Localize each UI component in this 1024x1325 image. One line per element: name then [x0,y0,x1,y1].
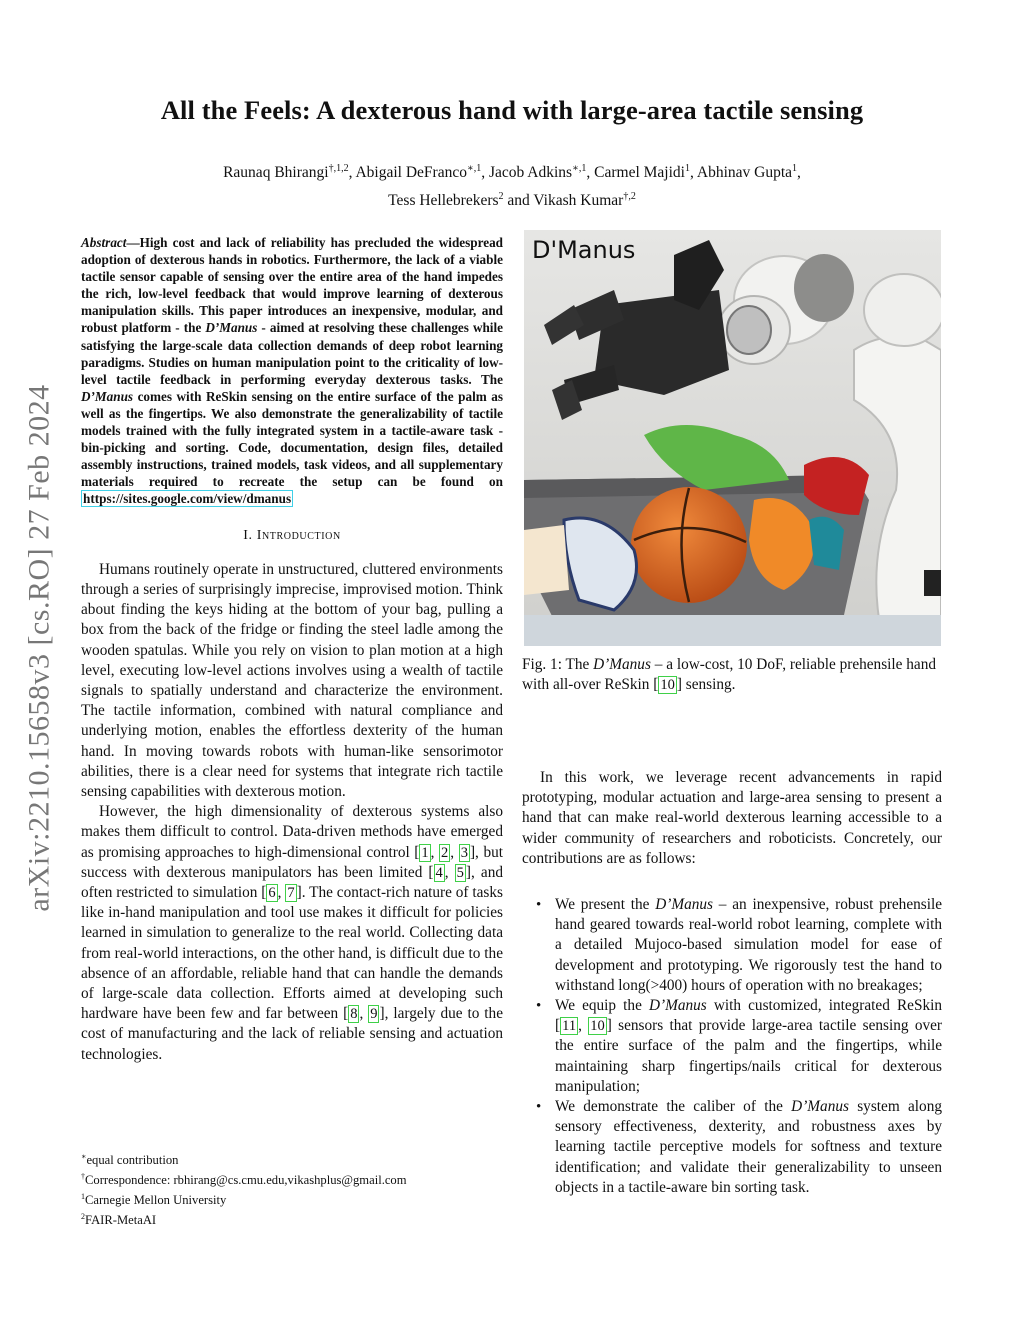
author-conjunction: and [507,192,530,210]
author-affiliation: †,1,2 [328,163,349,174]
footnote-mark: 2 [81,1211,85,1221]
abstract-label: Abstract [81,235,127,250]
list-text: with customized, integrated ReSkin [ [555,997,942,1035]
arxiv-stamp [20,350,60,945]
bullet-icon: • [536,897,542,913]
intro-paragraph-1: Humans routinely operate in unstructured, cluttered environments through a series of surprisingly imprecise, improvised motion. Think about finding the keys hiding at the bottom of your bag, pulling a box from the back of the fridge or finding the steel ladle among the wooden spatulas. While you rely on vision to plan motion at a high level, executing low-level actions involves using a wealth of tactile signals to spatially understand and characterize the environment. The tactile information, combined with natural compliance and underlying motion, enables the effortless dexterity of the human hand. In moving towards robots with human-like sensorimotor abilities, there is a clear need for systems that integrate rich tactile sensing capabilities with dexterous motion. [81,560,503,800]
author-name: Jacob Adkins [489,164,573,182]
intro-paragraph-2: However, the high dimensionality of dexterous systems also makes them difficult to control. Data-driven methods have emerged as promising approaches to high-dimensional control [ 1 , 2 , 3 ], but success with dexterous manipulators has been limited [ 4 , 5 ], and often restricted to simulation [ 6 , 7 ]. The contact-rich nature of tasks like in-hand manipulation and tool use makes it difficult for policies learned in simulation to generalize to the real world. Collecting data from real-world interactions, on the other hand, is difficult due to the absence of an affordable, reliable hand that can handle the demands of large-scale data collection. Efforts aimed at developing such hardware have been few and far between [ 8 , 9 ], largely due to the cost of manufacturing and the lack of reliable sensing and actuation technologies. [81,803,503,1063]
author-affiliation: ∗,1 [572,163,587,174]
contributions-list [522,895,942,1198]
author-affiliation: 1 [684,163,690,174]
bullet-icon: • [536,1099,542,1116]
paragraph-text: ], largely due to the cost of manufacturing and the lack of reliable sensing and actuation technologies. [81,1005,503,1063]
citation-link[interactable]: 11 [562,1018,577,1035]
footnote [81,1149,501,1169]
arm-joint-cap [794,254,854,322]
dmanus-name: D’Manus [648,997,707,1015]
figure-overlay-label: D'Manus [532,236,636,264]
dmanus-name: D’Manus [81,388,134,404]
list-item [522,1097,942,1198]
author-list: Raunaq Bhirangi$^{\dagger,1,2}$, Abigail DeFranco$^{∗,1}$, Jacob Adkins$^{∗,1}$, Carmel Majidi$^1$, Abhinav Gupta$^1$, Tess Hellebrekers$^2$ and Vikash Kumar$^{\dagger,2}$ [223,163,801,210]
author-name: Abhinav Gupta [696,164,793,182]
caption-text: Fig. 1: The [522,656,594,673]
dmanus-name: D’Manus [205,320,258,336]
footnote-text: FAIR-MetaAI [85,1213,157,1228]
dmanus-name: D’Manus [655,896,714,913]
section-heading [81,526,503,546]
abstract [81,234,503,508]
arxiv-id: arXiv:2210.15658v3 [cs.RO] 27 Feb 2024 [23,383,57,912]
dmanus-name: D’Manus [593,656,651,673]
paragraph-text: However, the high dimensionality of dexterous systems also makes them difficult to control. Data-driven methods have emerged as promising approaches to high-dimensional control [ [81,803,503,861]
footnote-mark: 1 [81,1191,85,1201]
arm-joint [864,274,941,346]
caption-text: ] sensing. [676,676,736,694]
footnote-text: Correspondence: rbhirang@cs.cmu.edu,vikashplus@gmail.com [85,1173,407,1188]
left-column [81,234,503,1065]
author-affiliation: †,2 [623,191,636,203]
citation-link[interactable]: 3 [460,844,468,861]
author-name: Carmel Majidi [594,164,685,182]
footnotes [81,1149,501,1229]
citation-link[interactable]: 5 [456,864,464,881]
paragraph-text: ], and often restricted to simulation [ [81,863,503,901]
citation-link[interactable]: 8 [350,1006,358,1023]
list-text: We equip the [555,997,649,1015]
white-toy [524,525,569,595]
basketball [631,487,747,603]
table-surface [524,615,941,646]
bullet-icon: • [536,998,542,1015]
citation-link[interactable]: 2 [441,844,449,861]
list-item: • We equip the D’Manus with customized, integrated ReSkin [ 11 , 10 ] sensors that provide large-area tactile sensing over the entire surface of the palm and the fingertips, while maintaining sharp fingertips/nails critical for dexterous manipulation; [536,997,942,1095]
author-name: Vikash Kumar [533,192,624,210]
robot-hand-illustration [524,230,941,646]
wrist-flange [727,306,771,354]
teal-toy [809,517,844,570]
abstract-text: —High cost and lack of reliability has precluded the widespread adoption of dexterous hands in robotics. Furthermore, the lack of a viable tactile sensor capable of sensing over the entire area of the hand impedes the rich, low-level feedback that would improve learning of dexterous manipulation skills. This paper introduces an inexpensive, modular, and robust platform - the [81,235,503,336]
section-name: Introduction [256,527,341,543]
list-text: – an inexpensive, robust prehensile hand geared towards real-world robot learning, complete with a detailed Mujoco-based simulation model for ease of development and prototyping. We rigorously test the hand to withstand long(>400) hours of operation with no breakages; [555,896,942,994]
abstract-text: comes with ReSkin sensing on the entire surface of the palm as well as the fingertips. We also demonstrate the generalizability of tactile models trained with the fully integrated system in a tactile-aware task - bin-picking and sorting. Code, documentation, design files, detailed assembly instructions, trained models, task videos, and all supplementary materials required to recreate the setup can be found on [81,388,503,490]
footnote-text: Carnegie Mellon University [85,1193,227,1208]
list-text: We present the [555,896,656,913]
author-affiliation: ∗,1 [466,163,482,174]
citation-link[interactable]: 4 [435,864,443,881]
figure-1-caption [522,655,942,695]
footnote-text: equal contribution [86,1153,179,1168]
author-name: Abigail DeFranco [355,164,467,182]
author-name: Raunaq Bhirangi [223,164,329,182]
robot-arm-panel [924,570,941,596]
footnote-mark: ∗ [81,1152,87,1161]
footnote [81,1209,501,1229]
citation-link[interactable]: 10 [590,1018,605,1035]
paragraph-text: ]. The contact-rich nature of tasks like in-hand manipulation and tool use makes it difficult for policies learned in simulation to generalize to the real world. Collecting data from real-world interactions, on the other hand, is difficult due to the absence of an affordable, reliable hand that can handle the demands of large-scale data collection. Efforts aimed at developing such hardware have been few and far between [ [81,883,503,1023]
paragraph-text: ], but success with dexterous manipulators has been limited [ [81,843,503,881]
abstract-text: - aimed at resolving these challenges while satisfying the large-scale data collection demands of deep robot learning paradigms. Studies on human manipulation point to the criticality of low-level tactile feedback in performing everyday dexterous tasks. The [81,320,503,387]
figure-1-photo [524,230,941,646]
list-text: ] sensors that provide large-area tactile sensing over the entire surface of the palm and the fingertips, while maintaining sharp fingertips/nails critical for dexterous manipulation; [555,1017,942,1095]
list-item [522,895,942,996]
list-text: system along sensory effectiveness, dexterity, and robustness axes by learning tactile perceptive models for softness and texture identification; and validate their generalizability to unseen objects in a tactile-aware bin sorting task. [555,1098,942,1196]
author-affiliation: 2 [498,191,504,203]
paragraph: In this work, we leverage recent advancements in rapid prototyping, modular actuation and large-area sensing to present a hand that can make real-world dexterous learning accessible to a wider community of researchers and roboticists. Concretely, our contributions are as follows: [522,769,942,867]
author-affiliation: 1 [792,163,798,174]
dmanus-name: D’Manus [791,1098,849,1116]
contributions-intro [522,768,942,869]
caption-text: – a low-cost, 10 DoF, reliable prehensile hand with all-over ReSkin [ [522,656,936,694]
footnote [81,1189,501,1209]
section-number: I. [243,527,257,543]
citation-link[interactable]: 9 [370,1006,378,1023]
paper-title: All the Feels: A dexterous hand with large-area tactile sensing [160,95,864,125]
footnote-mark: † [81,1171,85,1181]
project-link[interactable]: https://sites.google.com/view/dmanus [83,491,292,507]
list-text: We demonstrate the caliber of the [555,1098,792,1116]
citation-link[interactable]: 6 [268,884,276,901]
citation-link[interactable]: 10 [660,677,675,694]
citation-link[interactable]: 1 [421,844,429,861]
citation-link[interactable]: 7 [287,884,295,901]
author-name: Tess Hellebrekers [388,192,499,210]
footnote [81,1169,501,1189]
